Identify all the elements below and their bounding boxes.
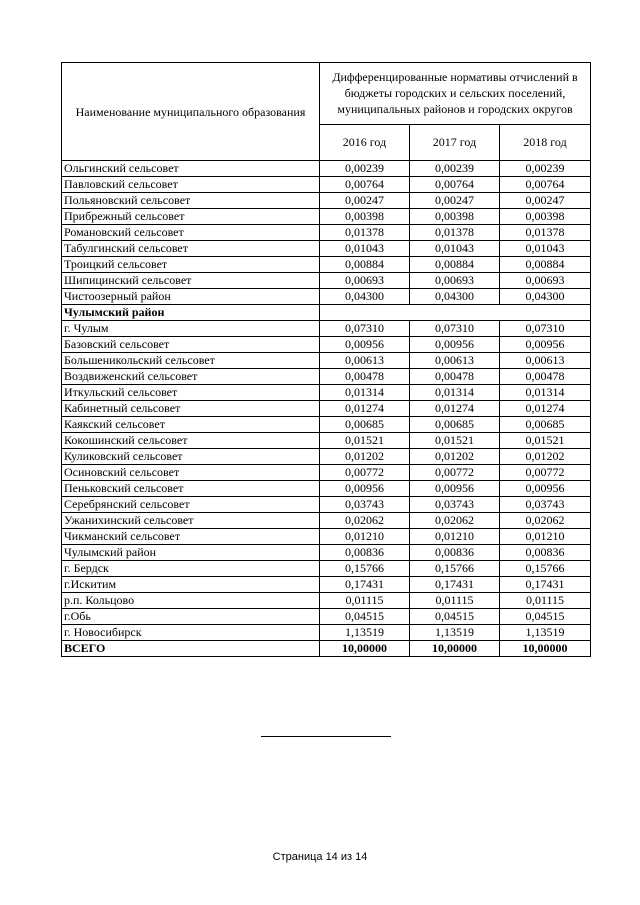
table-row [62, 593, 591, 609]
normative-value: 0,00239 [500, 161, 591, 177]
municipality-name: Польяновский сельсовет [62, 193, 320, 209]
normative-value: 0,07310 [500, 321, 591, 337]
municipality-name: Чулымский район [62, 545, 320, 561]
normative-value: 0,01314 [500, 385, 591, 401]
table-row [62, 257, 591, 273]
normative-value: 0,01274 [500, 401, 591, 417]
table-row [62, 369, 591, 385]
table-row [62, 241, 591, 257]
normative-value: 0,01202 [320, 449, 410, 465]
normative-value: 0,15766 [320, 561, 410, 577]
normative-value: 0,00693 [410, 273, 500, 289]
header-municipality: Наименование муниципального образования [62, 63, 320, 161]
normative-value: 0,00398 [500, 209, 591, 225]
normative-value: 0,00884 [410, 257, 500, 273]
normative-value: 0,00772 [500, 465, 591, 481]
normative-value: 0,00398 [410, 209, 500, 225]
normative-value: 0,17431 [500, 577, 591, 593]
municipality-name: Ольгинский сельсовет [62, 161, 320, 177]
page-number: Страница 14 из 14 [272, 851, 368, 863]
table-row [62, 449, 591, 465]
normative-value: 0,00693 [500, 273, 591, 289]
normative-value: 1,13519 [320, 625, 410, 641]
municipality-name: р.п. Кольцово [62, 593, 320, 609]
table-row [62, 433, 591, 449]
normative-value: 0,03743 [500, 497, 591, 513]
table-row [62, 177, 591, 193]
normative-value: 0,00685 [410, 417, 500, 433]
normative-value: 0,01115 [410, 593, 500, 609]
normative-value: 0,01043 [320, 241, 410, 257]
normative-value: 0,03743 [320, 497, 410, 513]
normative-value: 0,02062 [500, 513, 591, 529]
normative-value: 0,00613 [320, 353, 410, 369]
table-row [62, 353, 591, 369]
municipality-name: Шипицинский сельсовет [62, 273, 320, 289]
normative-value: 0,04515 [410, 609, 500, 625]
municipality-name: Павловский сельсовет [62, 177, 320, 193]
normative-value: 0,00772 [410, 465, 500, 481]
normative-value: 0,00239 [410, 161, 500, 177]
table-row [62, 529, 591, 545]
table-row [62, 321, 591, 337]
municipality-name: Куликовский сельсовет [62, 449, 320, 465]
table-row [62, 161, 591, 177]
normative-value: 0,01115 [500, 593, 591, 609]
normative-value: 1,13519 [410, 625, 500, 641]
total-value-2018: 10,00000 [500, 641, 591, 657]
table-row [62, 417, 591, 433]
normative-value: 0,00836 [500, 545, 591, 561]
normative-value: 0,02062 [410, 513, 500, 529]
municipality-name: Чистоозерный район [62, 289, 320, 305]
municipality-name: Иткульский сельсовет [62, 385, 320, 401]
normative-value: 1,13519 [500, 625, 591, 641]
municipality-name: Чикманский сельсовет [62, 529, 320, 545]
municipality-name: Прибрежный сельсовет [62, 209, 320, 225]
normative-value: 0,01378 [320, 225, 410, 241]
table-row [62, 625, 591, 641]
normative-value: 0,00764 [410, 177, 500, 193]
total-row [62, 641, 591, 657]
municipality-name: г.Обь [62, 609, 320, 625]
normative-value: 0,02062 [320, 513, 410, 529]
municipality-name: Каякский сельсовет [62, 417, 320, 433]
normative-value: 0,00956 [410, 337, 500, 353]
normative-value: 0,01521 [500, 433, 591, 449]
municipality-name: Большеникольский сельсовет [62, 353, 320, 369]
normative-value: 0,01521 [410, 433, 500, 449]
normative-value: 0,00247 [410, 193, 500, 209]
normative-value: 0,00478 [500, 369, 591, 385]
normative-value: 0,00398 [320, 209, 410, 225]
normative-value: 0,00478 [320, 369, 410, 385]
table-row [62, 225, 591, 241]
table-row [62, 545, 591, 561]
table-row [62, 513, 591, 529]
normative-value: 0,00478 [410, 369, 500, 385]
normative-value: 0,15766 [500, 561, 591, 577]
municipality-name: г. Новосибирск [62, 625, 320, 641]
normative-value: 0,01210 [410, 529, 500, 545]
header-year-2017: 2017 год [410, 124, 500, 160]
normative-value: 0,00613 [500, 353, 591, 369]
table-row [62, 497, 591, 513]
normative-value: 0,00685 [320, 417, 410, 433]
municipality-name: Романовский сельсовет [62, 225, 320, 241]
normative-value: 0,01202 [410, 449, 500, 465]
municipality-name: Кабинетный сельсовет [62, 401, 320, 417]
table-row [62, 609, 591, 625]
total-value-2016: 10,00000 [320, 641, 410, 657]
normative-value: 0,00884 [500, 257, 591, 273]
normative-value: 0,01043 [410, 241, 500, 257]
header-normatives: Дифференцированные нормативы отчислений в бюджеты городских и сельских поселений, муниципальных районов и городских округов [320, 63, 591, 125]
district-empty-cell [320, 305, 591, 321]
normative-value: 0,04300 [410, 289, 500, 305]
table-row [62, 273, 591, 289]
table-row [62, 289, 591, 305]
table-row [62, 385, 591, 401]
table-row [62, 193, 591, 209]
table-body [62, 161, 591, 641]
normative-value: 0,01043 [500, 241, 591, 257]
normative-value: 0,00956 [410, 481, 500, 497]
separator-line [261, 736, 391, 737]
normative-value: 0,01115 [320, 593, 410, 609]
normative-value: 0,00956 [500, 337, 591, 353]
municipality-name: Базовский сельсовет [62, 337, 320, 353]
municipality-name: г. Бердск [62, 561, 320, 577]
normative-value: 0,00613 [410, 353, 500, 369]
normative-value: 0,04300 [320, 289, 410, 305]
normative-value: 0,01210 [500, 529, 591, 545]
normative-value: 0,00764 [320, 177, 410, 193]
table-row [62, 577, 591, 593]
normative-value: 0,01314 [410, 385, 500, 401]
normative-value: 0,07310 [410, 321, 500, 337]
normative-value: 0,00884 [320, 257, 410, 273]
municipality-name: г. Чулым [62, 321, 320, 337]
normative-value: 0,01274 [410, 401, 500, 417]
municipality-name: Кокошинский сельсовет [62, 433, 320, 449]
normative-value: 0,00239 [320, 161, 410, 177]
total-value-2017: 10,00000 [410, 641, 500, 657]
normative-value: 0,01210 [320, 529, 410, 545]
normative-value: 0,01274 [320, 401, 410, 417]
normative-value: 0,00247 [500, 193, 591, 209]
normative-value: 0,00956 [500, 481, 591, 497]
normative-value: 0,00247 [320, 193, 410, 209]
table-row [62, 401, 591, 417]
normative-value: 0,00772 [320, 465, 410, 481]
normative-value: 0,00836 [320, 545, 410, 561]
municipality-name: Ужанихинский сельсовет [62, 513, 320, 529]
municipality-name: Серебрянский сельсовет [62, 497, 320, 513]
municipality-name: Воздвиженский сельсовет [62, 369, 320, 385]
table-row [62, 561, 591, 577]
normative-value: 0,00836 [410, 545, 500, 561]
normative-value: 0,04515 [500, 609, 591, 625]
normative-value: 0,04300 [500, 289, 591, 305]
table-row [62, 481, 591, 497]
normative-value: 0,17431 [410, 577, 500, 593]
municipality-name: Табулгинский сельсовет [62, 241, 320, 257]
normative-value: 0,01202 [500, 449, 591, 465]
normative-value: 0,01314 [320, 385, 410, 401]
municipality-name: Осиновский сельсовет [62, 465, 320, 481]
normative-value: 0,07310 [320, 321, 410, 337]
normative-value: 0,00764 [500, 177, 591, 193]
table-row [62, 337, 591, 353]
normative-value: 0,01378 [500, 225, 591, 241]
header-year-2018: 2018 год [500, 124, 591, 160]
table-row [62, 209, 591, 225]
norms-table [61, 62, 591, 657]
normative-value: 0,00685 [500, 417, 591, 433]
district-name: Чулымский район [62, 305, 320, 321]
municipality-name: Троицкий сельсовет [62, 257, 320, 273]
header-year-2016: 2016 год [320, 124, 410, 160]
municipality-name: г.Искитим [62, 577, 320, 593]
total-label: ВСЕГО [62, 641, 320, 657]
normative-value: 0,17431 [320, 577, 410, 593]
normative-value: 0,00693 [320, 273, 410, 289]
normative-value: 0,00956 [320, 481, 410, 497]
table-row [62, 465, 591, 481]
normative-value: 0,01521 [320, 433, 410, 449]
municipality-name: Пеньковский сельсовет [62, 481, 320, 497]
normative-value: 0,03743 [410, 497, 500, 513]
normative-value: 0,15766 [410, 561, 500, 577]
normative-value: 0,00956 [320, 337, 410, 353]
normative-value: 0,01378 [410, 225, 500, 241]
normative-value: 0,04515 [320, 609, 410, 625]
district-header-row [62, 305, 591, 321]
